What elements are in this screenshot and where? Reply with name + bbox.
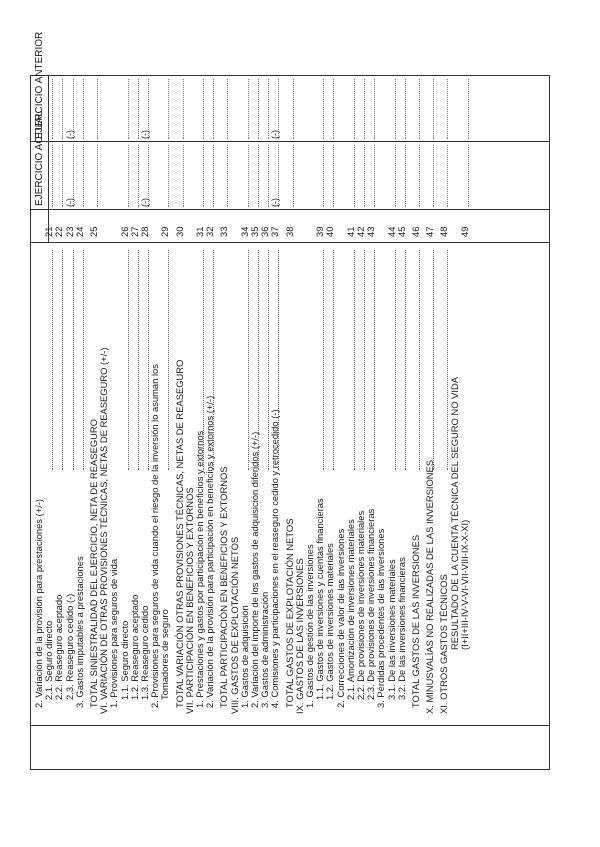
table-row	[325, 75, 335, 770]
negative-sign-actual: (-)	[270, 198, 281, 207]
row-code: 28	[139, 226, 150, 237]
row-label: (I+II+III-IV-V-VI-VII-VIII-IX-X-XI)	[458, 519, 470, 650]
row-code: 23	[63, 226, 75, 237]
leader-dots	[333, 250, 334, 470]
table-row	[376, 75, 386, 770]
row-label: VIII. GASTOS DE EXPLOTACIÓN NETOS	[228, 536, 240, 714]
row-code: 39	[314, 226, 326, 237]
ejercicio-actual-cell[interactable]	[138, 145, 139, 207]
row-label: 2.2. De provisiones de inversiones materiales	[355, 510, 366, 700]
leader-dots	[395, 250, 396, 470]
table-row	[205, 75, 215, 770]
row-code: 41	[344, 226, 356, 237]
ejercicio-actual-cell[interactable]	[323, 145, 324, 207]
leader-dots	[138, 250, 139, 470]
row-label: 1.2. Gastos de inversiones materiales	[324, 543, 336, 700]
row-label: 1. Prestaciones y gastos por participación en beneficios y extornos	[194, 430, 205, 708]
table-row	[219, 75, 229, 770]
row-label: 2. Variación del importe de los gastos de adquisición diferidos (+/-)	[249, 431, 260, 708]
ejercicio-actual-cell[interactable]	[395, 145, 396, 207]
row-label: VI. VARIACIÓN DE OTRAS PROVISIONES TÉCNICAS, NETAS DE REASEGURO (+/-)	[98, 347, 110, 714]
row-code: 30	[173, 226, 185, 237]
row-label: IX. GASTOS DE LAS INVERSIONES	[293, 558, 305, 714]
ejercicio-anterior-cell[interactable]	[97, 79, 98, 139]
ejercicio-actual-cell[interactable]	[168, 145, 169, 207]
row-code: 48	[438, 226, 450, 237]
row-label: 3.2. De las inversiones financieras	[395, 557, 407, 700]
ejercicio-anterior-cell[interactable]	[62, 79, 63, 139]
row-code: 47	[424, 226, 436, 237]
row-label: 3. Pérdidas procedentes de las inversiones	[375, 528, 387, 708]
ejercicio-actual-cell[interactable]	[293, 145, 294, 207]
row-label: TOTAL GASTOS DE LAS INVERSIONES	[410, 534, 421, 708]
row-code: 21	[43, 226, 55, 237]
row-code: 36	[259, 226, 271, 237]
row-label: 1.1. Seguro directo	[118, 620, 130, 700]
ejercicio-actual-cell[interactable]	[128, 145, 129, 207]
ejercicio-actual-cell[interactable]	[268, 145, 269, 207]
leader-dots	[73, 250, 74, 470]
row-code: 45	[395, 226, 407, 237]
ejercicio-anterior-cell[interactable]	[203, 79, 204, 139]
ejercicio-anterior-cell[interactable]	[419, 79, 420, 139]
leader-dots	[433, 250, 434, 470]
row-label: 1.3. Reaseguro cedido	[139, 605, 150, 700]
leader-dots	[354, 250, 355, 470]
ejercicio-actual-cell[interactable]	[97, 145, 98, 207]
row-label: 1.2. Reaseguro aceptado	[128, 594, 140, 700]
ejercicio-actual-cell[interactable]	[419, 145, 420, 207]
row-label: 1. Gastos de adquisición	[238, 605, 250, 708]
row-code: 29	[159, 226, 171, 237]
row-label: 2.1. Seguro directo	[43, 620, 55, 700]
row-label: TOTAL PARTICIPACIÓN EN BENEFICIOS Y EXTORNOS	[218, 466, 230, 708]
ejercicio-anterior-cell[interactable]	[323, 79, 324, 139]
ejercicio-anterior-cell[interactable]	[374, 79, 375, 139]
row-code: 40	[324, 226, 336, 237]
table-row	[54, 75, 64, 770]
ejercicio-anterior-cell[interactable]	[168, 79, 169, 139]
ejercicio-actual-cell[interactable]	[333, 145, 334, 207]
ejercicio-actual-cell[interactable]	[52, 145, 53, 207]
row-label: VII. PARTICIPACIÓN EN BENEFICIOS Y EXTORNOS	[183, 487, 195, 714]
ejercicio-anterior-cell[interactable]	[447, 79, 448, 139]
negative-sign-anterior: (-)	[270, 130, 281, 139]
ejercicio-anterior-cell[interactable]	[227, 79, 228, 139]
ejercicio-anterior-cell[interactable]	[248, 79, 249, 139]
row-label: TOTAL GASTOS DE EXPLOTACIÓN NETOS	[283, 518, 295, 708]
ejercicio-anterior-cell[interactable]	[468, 79, 469, 139]
leader-dots	[364, 250, 365, 470]
ejercicio-anterior-cell[interactable]	[128, 79, 129, 139]
table-row	[270, 75, 280, 770]
row-label: 2.2. Reaseguro aceptado	[53, 594, 65, 700]
leader-dots	[168, 250, 169, 470]
table-row	[460, 75, 470, 770]
leader-dots	[62, 250, 63, 470]
row-label: 1. Provisiones para seguros de vida	[108, 558, 120, 708]
row-code: 33	[218, 226, 230, 237]
row-code: 32	[204, 226, 216, 237]
row-code: 43	[365, 226, 377, 237]
row-label: 2.3. De provisiones de inversiones financieras	[365, 508, 377, 700]
leader-dots	[128, 250, 129, 470]
row-label: Tomadores de seguro	[159, 609, 171, 700]
row-label: 2.1. Amortización de inversiones materiales	[344, 519, 356, 700]
ejercicio-anterior-cell[interactable]	[213, 79, 214, 139]
ejercicio-anterior-cell[interactable]	[395, 79, 396, 139]
table-row	[425, 75, 435, 770]
table-row	[450, 75, 460, 770]
row-label: TOTAL VARIACIÓN OTRAS PROVISIONES TÉCNICAS, NETAS DE REASEGURO	[173, 359, 185, 708]
leader-dots	[405, 250, 406, 470]
row-label: 3. Gastos de administración	[259, 591, 271, 708]
leader-dots	[278, 250, 279, 470]
row-label: 4. Comisiones y participaciones en el reaseguro cedido y retrocedido (-)	[269, 409, 281, 708]
row-label: 2. Variación de la provisión para prestaciones (+/-)	[33, 498, 44, 708]
row-label: 2.3. Reaseguro cedido (-)	[63, 593, 75, 700]
ejercicio-anterior-cell[interactable]	[258, 79, 259, 139]
row-code: 38	[283, 226, 295, 237]
ejercicio-actual-cell[interactable]	[83, 145, 84, 207]
table-row	[109, 75, 119, 770]
ejercicio-anterior-cell[interactable]	[83, 79, 84, 139]
ejercicio-actual-cell[interactable]	[227, 145, 228, 207]
ejercicio-actual-cell[interactable]	[364, 145, 365, 207]
row-label: RESULTADO DE LA CUENTA TÉCNICA DEL SEGURO NO VIDA	[448, 377, 460, 650]
row-code: 49	[458, 226, 470, 237]
ejercicio-actual-cell[interactable]	[433, 145, 434, 207]
ejercicio-actual-cell[interactable]	[374, 145, 375, 207]
table-row	[397, 75, 407, 770]
ejercicio-actual-cell[interactable]	[183, 145, 184, 207]
ejercicio-actual-cell[interactable]	[213, 145, 214, 207]
income-statement-sheet	[30, 31, 550, 770]
row-code: 25	[88, 226, 99, 237]
leader-dots	[374, 250, 375, 470]
ejercicio-actual-cell[interactable]	[354, 145, 355, 207]
row-label: 2. Provisiones para seguros de vida cuando el riesgo de la inversión lo asuman los	[149, 364, 161, 708]
leader-dots	[323, 250, 324, 470]
row-label: 2. Variación de la provisión para participación en beneficios y extornos (+/-)	[204, 395, 216, 708]
negative-sign-actual: (-)	[140, 198, 150, 207]
table-row	[75, 75, 85, 770]
leader-dots	[83, 250, 84, 470]
leader-dots	[52, 250, 53, 470]
row-code: 37	[269, 226, 281, 237]
row-code: 44	[385, 226, 397, 237]
ejercicio-anterior-cell[interactable]	[354, 79, 355, 139]
table-row	[411, 75, 421, 770]
ejercicio-anterior-cell[interactable]	[364, 79, 365, 139]
ejercicio-anterior-cell[interactable]	[293, 79, 294, 139]
negative-sign-anterior: (-)	[140, 130, 150, 139]
ejercicio-anterior-cell[interactable]	[333, 79, 334, 139]
header-ejercicio-anterior: EJERCICIO ANTERIOR	[34, 31, 45, 139]
row-code: 42	[355, 226, 366, 237]
ejercicio-actual-cell[interactable]	[405, 145, 406, 207]
ejercicio-actual-cell[interactable]	[468, 145, 469, 207]
header-ejercicio-actual: EJERCICIO ACTUAL	[34, 110, 45, 206]
row-code: 24	[73, 226, 85, 237]
leader-dots	[258, 250, 259, 470]
row-label: 2. Correcciones de valor de las inversiones	[334, 528, 346, 708]
leader-dots	[213, 250, 214, 470]
row-label: TOTAL SINIESTRALIDAD DEL EJERCICIO, NETA DE REASEGURO	[88, 419, 99, 708]
row-code: 34	[238, 226, 250, 237]
negative-sign-anterior: (-)	[64, 130, 75, 139]
negative-sign-actual: (-)	[64, 198, 75, 207]
row-code: 35	[249, 226, 260, 237]
ejercicio-actual-cell[interactable]	[447, 145, 448, 207]
row-label: 1.1. Gastos de inversiones y cuentas financieras	[314, 498, 326, 700]
ejercicio-actual-cell[interactable]	[258, 145, 259, 207]
row-label: X. MINUSVALÍAS NO REALIZADAS DE LAS INVERSIONES	[424, 459, 436, 714]
ejercicio-anterior-cell[interactable]	[52, 79, 53, 139]
ejercicio-anterior-cell[interactable]	[268, 79, 269, 139]
row-code: 26	[118, 226, 130, 237]
row-label: XI. OTROS GASTOS TÉCNICOS	[438, 574, 450, 714]
ejercicio-actual-cell[interactable]	[62, 145, 63, 207]
row-code: 22	[53, 226, 65, 237]
ejercicio-actual-cell[interactable]	[248, 145, 249, 207]
ejercicio-anterior-cell[interactable]	[405, 79, 406, 139]
row-code: 27	[128, 226, 140, 237]
ejercicio-anterior-cell[interactable]	[433, 79, 434, 139]
ejercicio-anterior-cell[interactable]	[138, 79, 139, 139]
leader-dots	[419, 250, 420, 470]
row-label: 1. Gastos de gestión de las inversiones	[304, 544, 315, 708]
table-row	[439, 75, 449, 770]
row-code: 46	[410, 226, 421, 237]
ejercicio-anterior-cell[interactable]	[183, 79, 184, 139]
row-label: 3. Gastos imputables a prestaciones	[73, 556, 85, 708]
row-code: 31	[194, 226, 205, 237]
ejercicio-actual-cell[interactable]	[203, 145, 204, 207]
row-label: 3.1. De las inversiones materiales	[385, 559, 397, 700]
table-row	[160, 75, 170, 770]
